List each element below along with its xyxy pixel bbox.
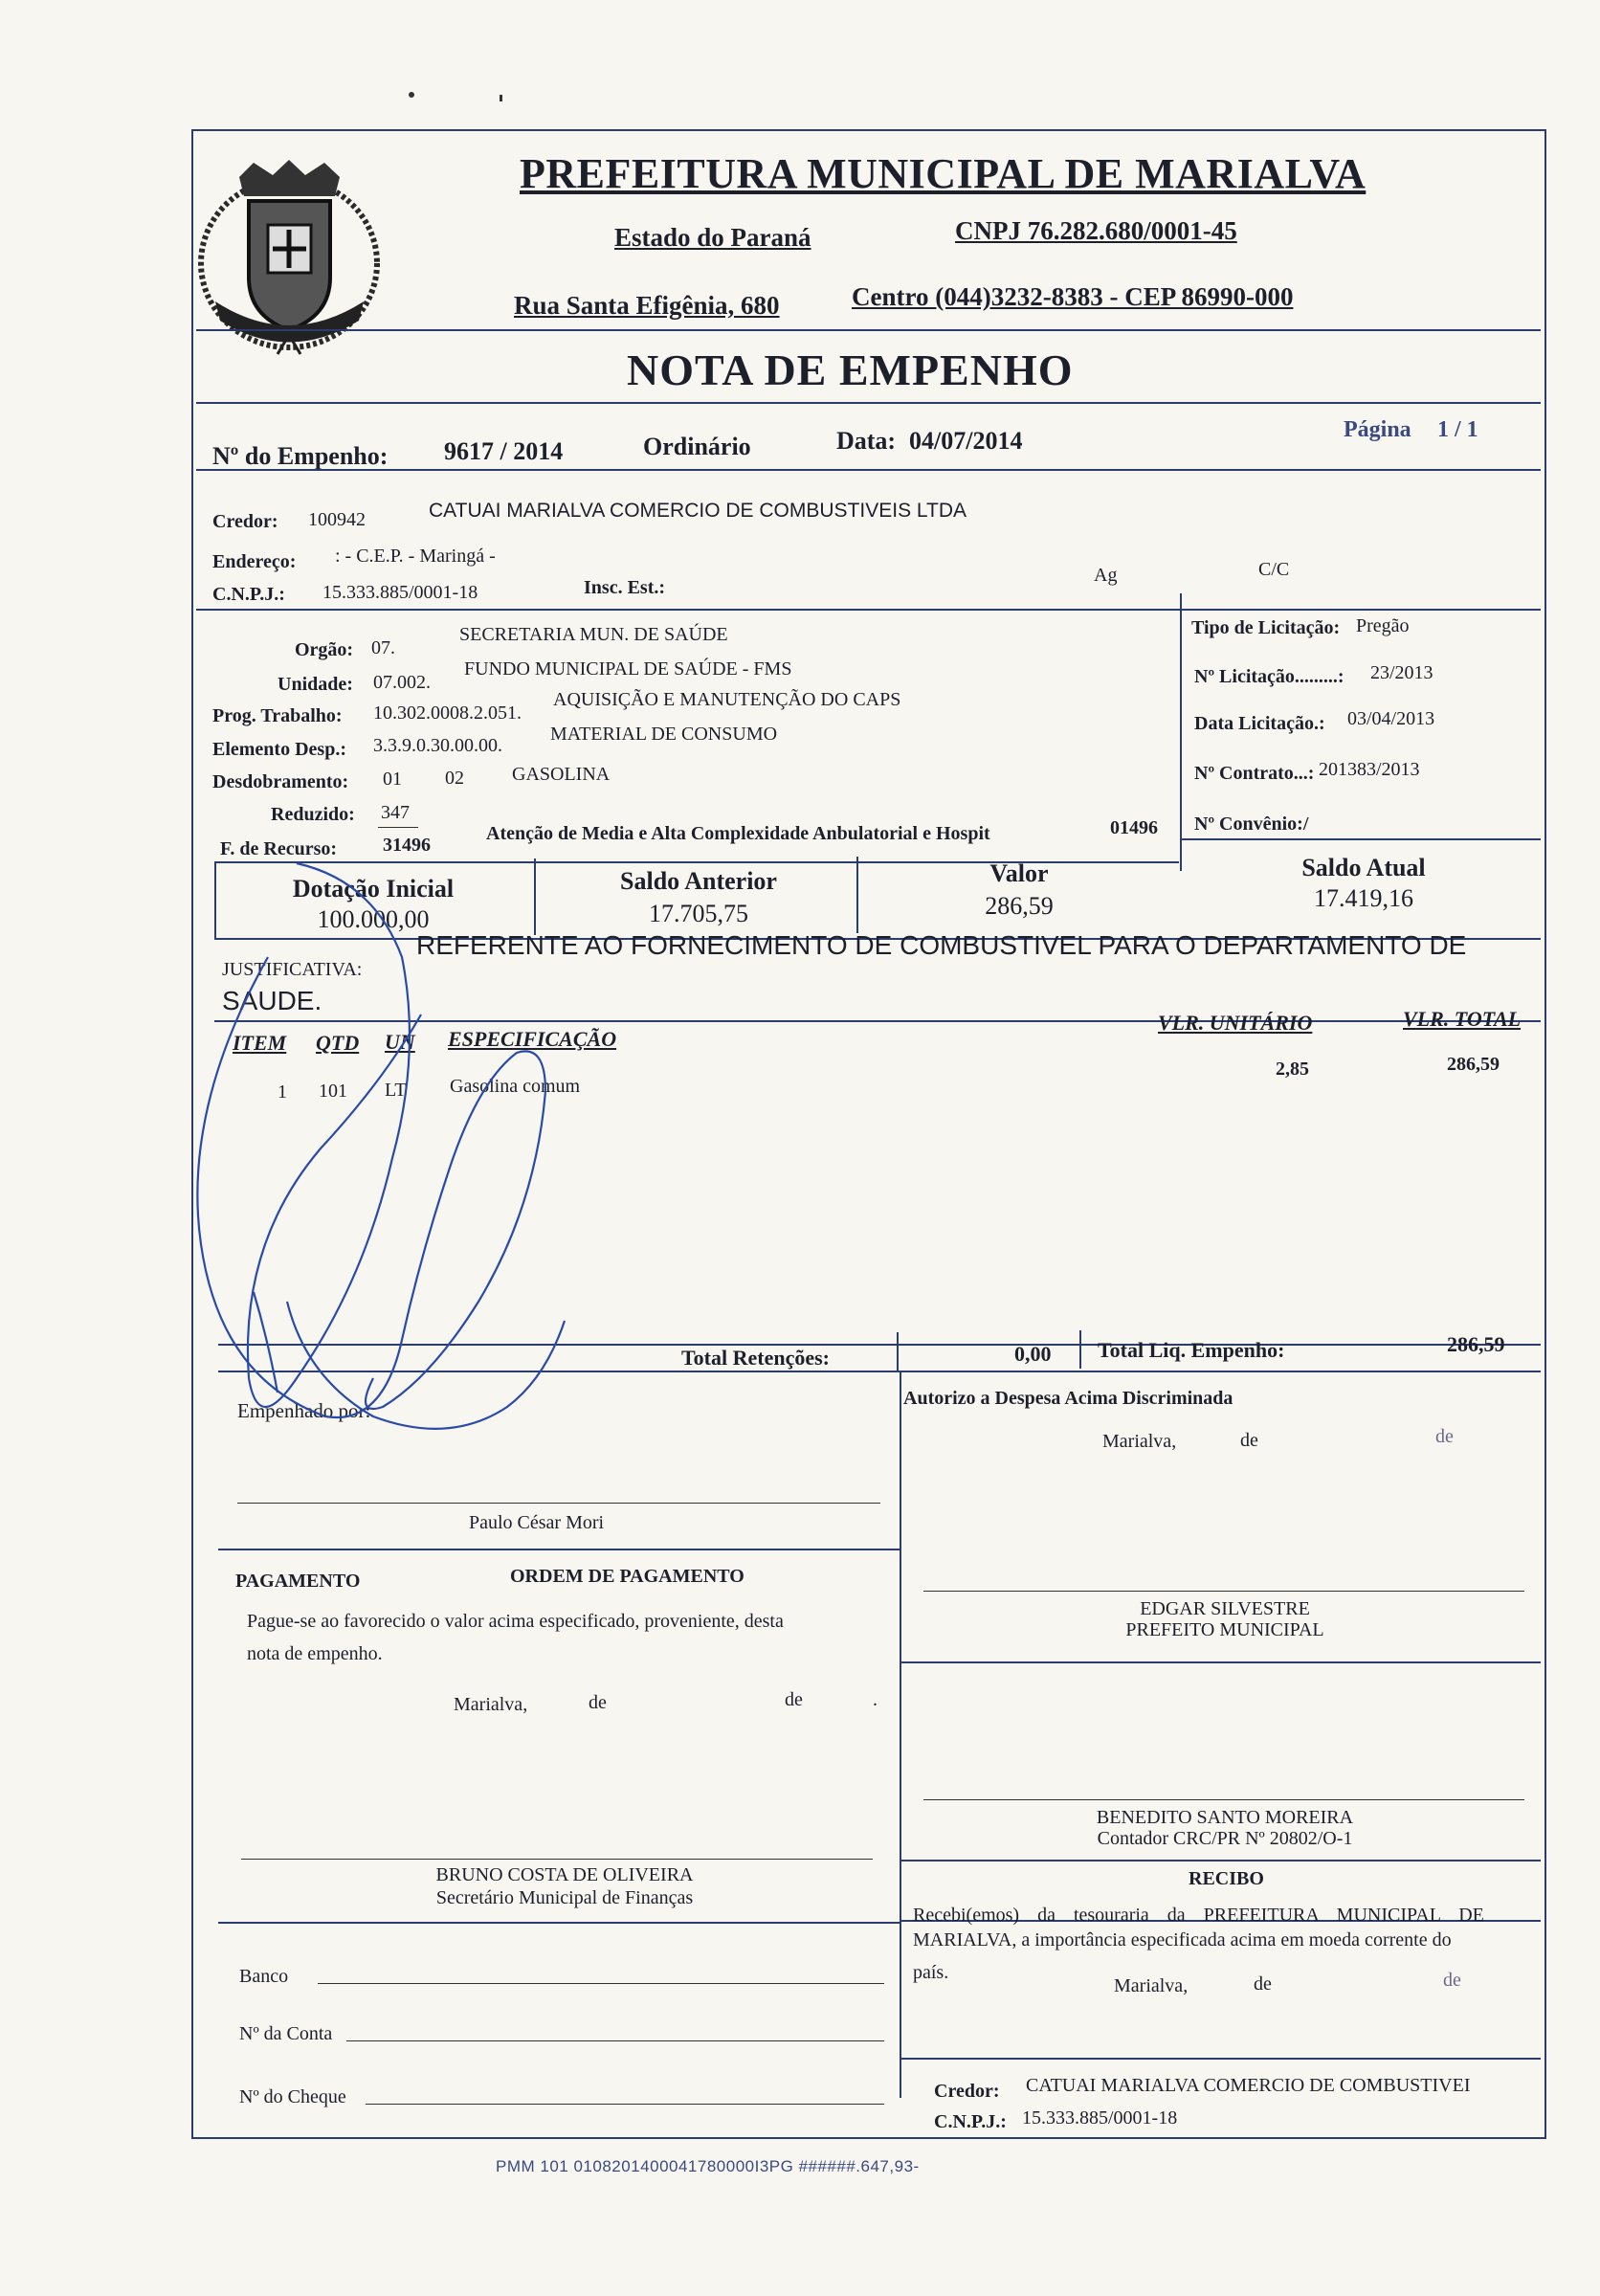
desdobramento-desc: GASOLINA [512, 764, 611, 785]
recibo-text-end: país. [913, 1962, 949, 1983]
prog-trabalho-desc: AQUISIÇÃO E MANUTENÇÃO DO CAPS [553, 689, 901, 710]
autorizo-despesa-label: Autorizo a Despesa Acima Discriminada [903, 1388, 1233, 1409]
desdobramento-value-2: 02 [445, 768, 464, 789]
row-vlr-total: 286,59 [1447, 1054, 1500, 1075]
scan-mark [409, 92, 414, 98]
recibo-de-1: de [1254, 1973, 1272, 1995]
dotacao-inicial-value: 100.000,00 [317, 905, 430, 933]
secretario-title: Secretário Municipal de Finanças [435, 1887, 694, 1908]
credor-label: Credor: [212, 511, 278, 532]
autorizo-de-2: de [1435, 1426, 1454, 1447]
justificativa-label: JUSTIFICATIVA: [222, 959, 363, 980]
unidade-value: 07.002. [373, 672, 431, 693]
pagamento-de-2: de [785, 1689, 803, 1710]
row-vlr-unitario: 2,85 [1276, 1059, 1309, 1080]
recibo-cnpj-label: C.N.P.J.: [934, 2111, 1007, 2132]
pagamento-place: Marialva, [454, 1694, 528, 1715]
tipo-licitacao-label: Tipo de Licitação: [1191, 617, 1341, 638]
autorizo-de-1: de [1240, 1430, 1258, 1451]
reduzido-label: Reduzido: [271, 804, 355, 825]
empenho-number-label: Nº do Empenho: [212, 442, 389, 470]
col-header-qtd: QTD [316, 1031, 360, 1055]
empenho-type: Ordinário [643, 433, 751, 460]
contrato-label: Nº Contrato...: [1194, 763, 1315, 784]
recibo-cnpj-value: 15.333.885/0001-18 [1022, 2107, 1178, 2129]
pagamento-text: Pague-se ao favorecido o valor acima especificado, proveniente, desta [247, 1611, 784, 1632]
saldo-anterior-value: 17.705,75 [649, 900, 748, 927]
credor-name: CATUAI MARIALVA COMERCIO DE COMBUSTIVEIS LTDA [429, 500, 967, 522]
page-number: 1 / 1 [1437, 417, 1478, 442]
credor-cnpj: 15.333.885/0001-18 [322, 582, 478, 603]
pagamento-dot: . [873, 1689, 878, 1710]
footer-code: PMM 101 0108201400041780000I3PG ######.647,93- [496, 2157, 920, 2175]
empenho-date: 04/07/2014 [909, 427, 1023, 455]
contador-name: BENEDITO SANTO MOREIRA [1096, 1807, 1354, 1828]
fonte-recurso-value: 31496 [383, 835, 431, 856]
convenio-label: Nº Convênio:/ [1194, 814, 1309, 835]
pagamento-de-1: de [589, 1692, 607, 1713]
recibo-credor-label: Credor: [934, 2081, 1000, 2102]
recibo-label: RECIBO [1189, 1868, 1264, 1889]
conta-label: Nº da Conta [239, 2023, 333, 2044]
desdobramento-label: Desdobramento: [212, 771, 349, 792]
banco-label: Banco [239, 1966, 289, 1987]
fonte-recurso-label: F. de Recurso: [220, 838, 338, 859]
saldo-anterior-label: Saldo Anterior [620, 867, 777, 895]
secretario-name: BRUNO COSTA DE OLIVEIRA [435, 1864, 694, 1885]
saldo-atual-label: Saldo Atual [1301, 854, 1426, 881]
data-licitacao-label: Data Licitação.: [1194, 713, 1325, 734]
prog-trabalho-label: Prog. Trabalho: [212, 705, 343, 726]
cc-label: C/C [1258, 559, 1290, 580]
col-header-vlr-total: VLR. TOTAL [1403, 1007, 1522, 1031]
total-liquido-value: 286,59 [1447, 1332, 1505, 1356]
contrato-value: 201383/2013 [1319, 759, 1420, 780]
desdobramento-value-1: 01 [383, 769, 402, 790]
row-un: LT [385, 1080, 407, 1101]
pagamento-text-continued: nota de empenho. [247, 1643, 383, 1664]
empenhado-por-label: Empenhado por: [237, 1399, 371, 1422]
col-header-un: UN [385, 1030, 415, 1054]
row-item: 1 [278, 1081, 287, 1103]
orgao-desc: SECRETARIA MUN. DE SAÚDE [459, 624, 728, 645]
pagamento-label: PAGAMENTO [235, 1571, 361, 1592]
autorizo-place: Marialva, [1102, 1431, 1177, 1452]
scan-mark [500, 95, 502, 101]
ag-label: Ag [1094, 565, 1118, 586]
elemento-label: Elemento Desp.: [212, 739, 346, 760]
state-name: Estado do Paraná [614, 223, 811, 252]
fonte-recurso-code: 01496 [1110, 817, 1158, 838]
prefeito-title: PREFEITO MUNICIPAL [1125, 1619, 1324, 1640]
justificativa-text-continued: SAUDE. [222, 986, 322, 1015]
fonte-recurso-desc: Atenção de Media e Alta Complexidade Anbulatorial e Hospit [486, 823, 990, 844]
elemento-value: 3.3.9.0.30.00.00. [373, 735, 502, 756]
credor-code: 100942 [308, 509, 366, 530]
saldo-atual-value: 17.419,16 [1314, 884, 1413, 912]
row-qtd: 101 [319, 1081, 347, 1102]
elemento-desc: MATERIAL DE CONSUMO [550, 724, 778, 745]
col-header-especificacao: ESPECIFICAÇÃO [448, 1027, 617, 1051]
page-label: Página [1344, 417, 1411, 442]
dotacao-inicial-label: Dotação Inicial [292, 875, 455, 903]
credor-cnpj-label: C.N.P.J.: [212, 584, 285, 605]
total-retencoes-value: 0,00 [1014, 1342, 1052, 1366]
justificativa-text: REFERENTE AO FORNECIMENTO DE COMBUSTIVEL PARA O DEPARTAMENTO DE [416, 930, 1467, 960]
total-retencoes-label: Total Retenções: [681, 1346, 830, 1370]
empenho-date-label: Data: [836, 427, 897, 455]
empenho-number: 9617 / 2014 [444, 437, 564, 465]
licitacao-number: 23/2013 [1370, 662, 1433, 683]
data-licitacao-value: 03/04/2013 [1347, 708, 1435, 729]
unidade-label: Unidade: [278, 674, 353, 695]
endereco-label: Endereço: [212, 551, 297, 572]
licitacao-number-label: Nº Licitação.........: [1194, 666, 1344, 687]
empenhado-por-name: Paulo César Mori [469, 1512, 605, 1533]
ordem-pagamento-label: ORDEM DE PAGAMENTO [510, 1566, 744, 1587]
endereco-value: : - C.E.P. - Maringá - [335, 546, 496, 567]
recibo-de-2: de [1443, 1970, 1461, 1991]
recibo-text: Recebi(emos) da tesouraria da PREFEITURA MUNICIPAL DE [913, 1905, 1484, 1926]
prefeito-name: EDGAR SILVESTRE [1140, 1598, 1310, 1619]
orgao-label: Orgão: [295, 639, 354, 660]
recibo-text-continued: MARIALVA, a importância especificada acima em moeda corrente do [913, 1929, 1452, 1950]
col-header-vlr-unitario: VLR. UNITÁRIO [1158, 1011, 1313, 1035]
prog-trabalho-value: 10.302.0008.2.051. [373, 702, 522, 724]
address-street: Rua Santa Efigênia, 680 [514, 291, 780, 320]
unidade-desc: FUNDO MUNICIPAL DE SAÚDE - FMS [464, 658, 792, 680]
orgao-value: 07. [371, 637, 395, 658]
row-especificacao: Gasolina comum [450, 1076, 581, 1097]
cheque-label: Nº do Cheque [239, 2086, 346, 2107]
municipality-title: PREFEITURA MUNICIPAL DE MARIALVA [520, 150, 1367, 197]
contador-title: Contador CRC/PR Nº 20802/O-1 [1097, 1828, 1353, 1849]
tipo-licitacao-value: Pregão [1356, 615, 1410, 636]
total-liquido-label: Total Liq. Empenho: [1098, 1338, 1285, 1362]
reduzido-value: 347 [381, 802, 410, 823]
address-phone-cep: Centro (044)3232-8383 - CEP 86990-000 [852, 282, 1294, 311]
insc-est-label: Insc. Est.: [584, 577, 666, 598]
valor-label: Valor [989, 859, 1049, 887]
valor-value: 286,59 [985, 892, 1054, 920]
municipality-cnpj: CNPJ 76.282.680/0001-45 [955, 216, 1237, 245]
col-header-item: ITEM [233, 1031, 287, 1055]
recibo-place: Marialva, [1114, 1975, 1189, 1996]
recibo-credor-value: CATUAI MARIALVA COMERCIO DE COMBUSTIVEI [1026, 2075, 1471, 2096]
document-title: NOTA DE EMPENHO [627, 346, 1074, 394]
